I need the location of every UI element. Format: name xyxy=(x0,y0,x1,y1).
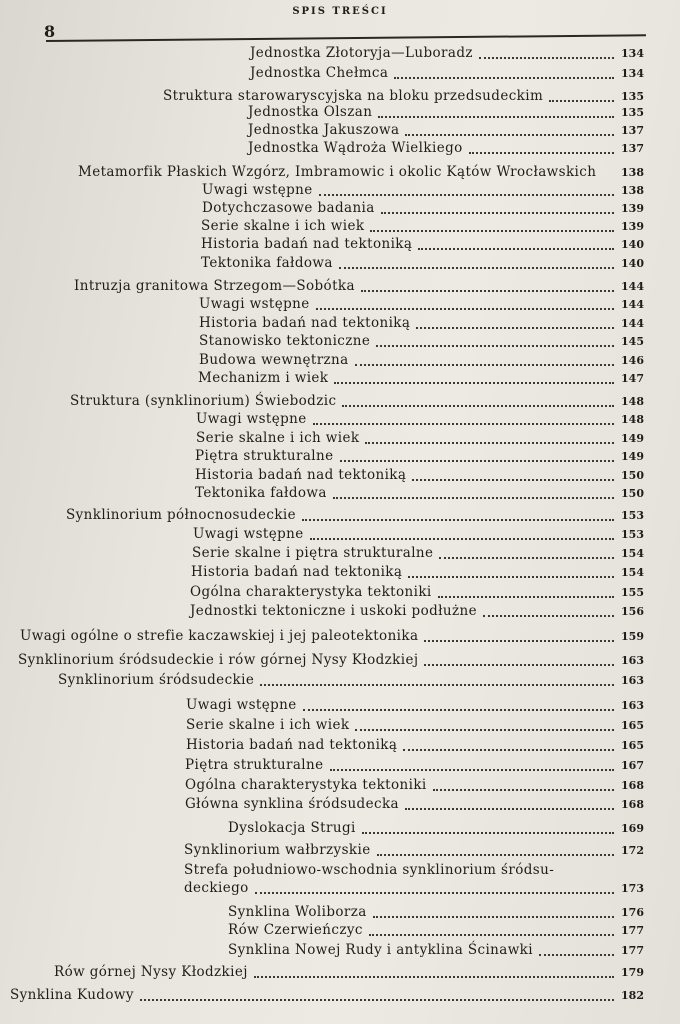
toc-entry: Serie skalne i ich wiek 149 xyxy=(196,430,644,446)
toc-entry: Historia badań nad tektoniką 144 xyxy=(199,315,644,331)
toc-entry: Uwagi ogólne o strefie kaczawskiej i jej paleotektonika 159 xyxy=(20,628,644,644)
toc-entry: Jednostka Wądroża Wielkiego 137 xyxy=(248,140,644,156)
toc-entry: Uwagi wstępne 163 xyxy=(186,697,644,713)
toc-entry: Synklina Nowej Rudy i antyklina Ścinawki 177 xyxy=(228,942,644,958)
toc-entry: Uwagi wstępne 153 xyxy=(193,526,644,542)
toc-entry: Serie skalne i ich wiek 139 xyxy=(201,218,644,234)
toc-entry: Rów górnej Nysy Kłodzkiej 179 xyxy=(54,964,644,980)
toc-entry: Główna synklina śródsudecka 168 xyxy=(185,796,644,812)
toc-entry: Synklina Kudowy 182 xyxy=(10,987,644,1003)
toc-entry: Stanowisko tektoniczne 145 xyxy=(199,333,644,349)
toc-entry: Mechanizm i wiek 147 xyxy=(198,370,644,386)
toc-entry: Intruzja granitowa Strzegom—Sobótka 144 xyxy=(74,278,644,294)
toc-entry: Dotychczasowe badania 139 xyxy=(202,200,644,216)
toc-entry: Synklinorium śródsudeckie i rów górnej Nysy Kłodzkiej 163 xyxy=(18,652,644,668)
toc-entry: Uwagi wstępne 144 xyxy=(199,296,644,312)
toc-entry: Synklina Woliborza 176 xyxy=(228,904,644,920)
toc-entry: Tektonika fałdowa 150 xyxy=(195,485,644,501)
toc-entry: Struktura starowaryscyjska na bloku przedsudeckim 135 xyxy=(163,88,644,104)
toc-entry: Uwagi wstępne 148 xyxy=(196,411,644,427)
toc-entry: Jednostka Jakuszowa 137 xyxy=(248,122,644,138)
toc-entry: Synklinorium północnosudeckie 153 xyxy=(66,507,644,523)
page-number: 8 xyxy=(44,22,56,41)
running-header: SPIS TREŚCI xyxy=(292,6,388,17)
toc-entry: Historia badań nad tektoniką 165 xyxy=(186,737,644,753)
toc-entry: Uwagi wstępne 138 xyxy=(202,182,644,198)
toc-entry: Piętra strukturalne 149 xyxy=(195,448,644,464)
toc-entry: Jednostka Olszan 135 xyxy=(248,104,644,120)
toc-entry: Piętra strukturalne 167 xyxy=(185,757,644,773)
toc-entry: deckiego 173 xyxy=(184,880,644,896)
toc-entry: Tektonika fałdowa 140 xyxy=(201,255,644,271)
toc-entry: Serie skalne i ich wiek 165 xyxy=(186,717,644,733)
toc-entry: Strefa południowo-wschodnia synklinorium śródsu- xyxy=(184,862,555,878)
toc-entry: Struktura (synklinorium) Świebodzic 148 xyxy=(70,393,644,409)
toc-entry: Rów Czerwieńczyc 177 xyxy=(228,922,644,938)
toc-entry: Historia badań nad tektoniką 154 xyxy=(191,564,644,580)
toc-entry: Ogólna charakterystyka tektoniki 168 xyxy=(185,777,644,793)
toc-entry: Serie skalne i piętra strukturalne 154 xyxy=(192,545,644,561)
toc-entry: Historia badań nad tektoniką 150 xyxy=(195,467,644,483)
toc-entry: Ogólna charakterystyka tektoniki 155 xyxy=(190,584,644,600)
toc-entry: Historia badań nad tektoniką 140 xyxy=(201,236,644,252)
toc-entry: Synklinorium wałbrzyskie 172 xyxy=(184,842,644,858)
toc-entry: Metamorfik Płaskich Wzgórz, Imbramowic i okolic Kątów Wrocławskich 138 xyxy=(78,164,644,180)
toc-entry: Jednostka Złotoryja—Luboradz 134 xyxy=(250,45,644,61)
toc-entry: Jednostki tektoniczne i uskoki podłużne 156 xyxy=(190,603,644,619)
toc-entry: Jednostka Chełmca 134 xyxy=(250,65,644,81)
toc-entry: Dyslokacja Strugi 169 xyxy=(228,820,644,836)
toc-entry: Synklinorium śródsudeckie 163 xyxy=(58,672,644,688)
toc-entry: Budowa wewnętrzna 146 xyxy=(199,352,644,368)
